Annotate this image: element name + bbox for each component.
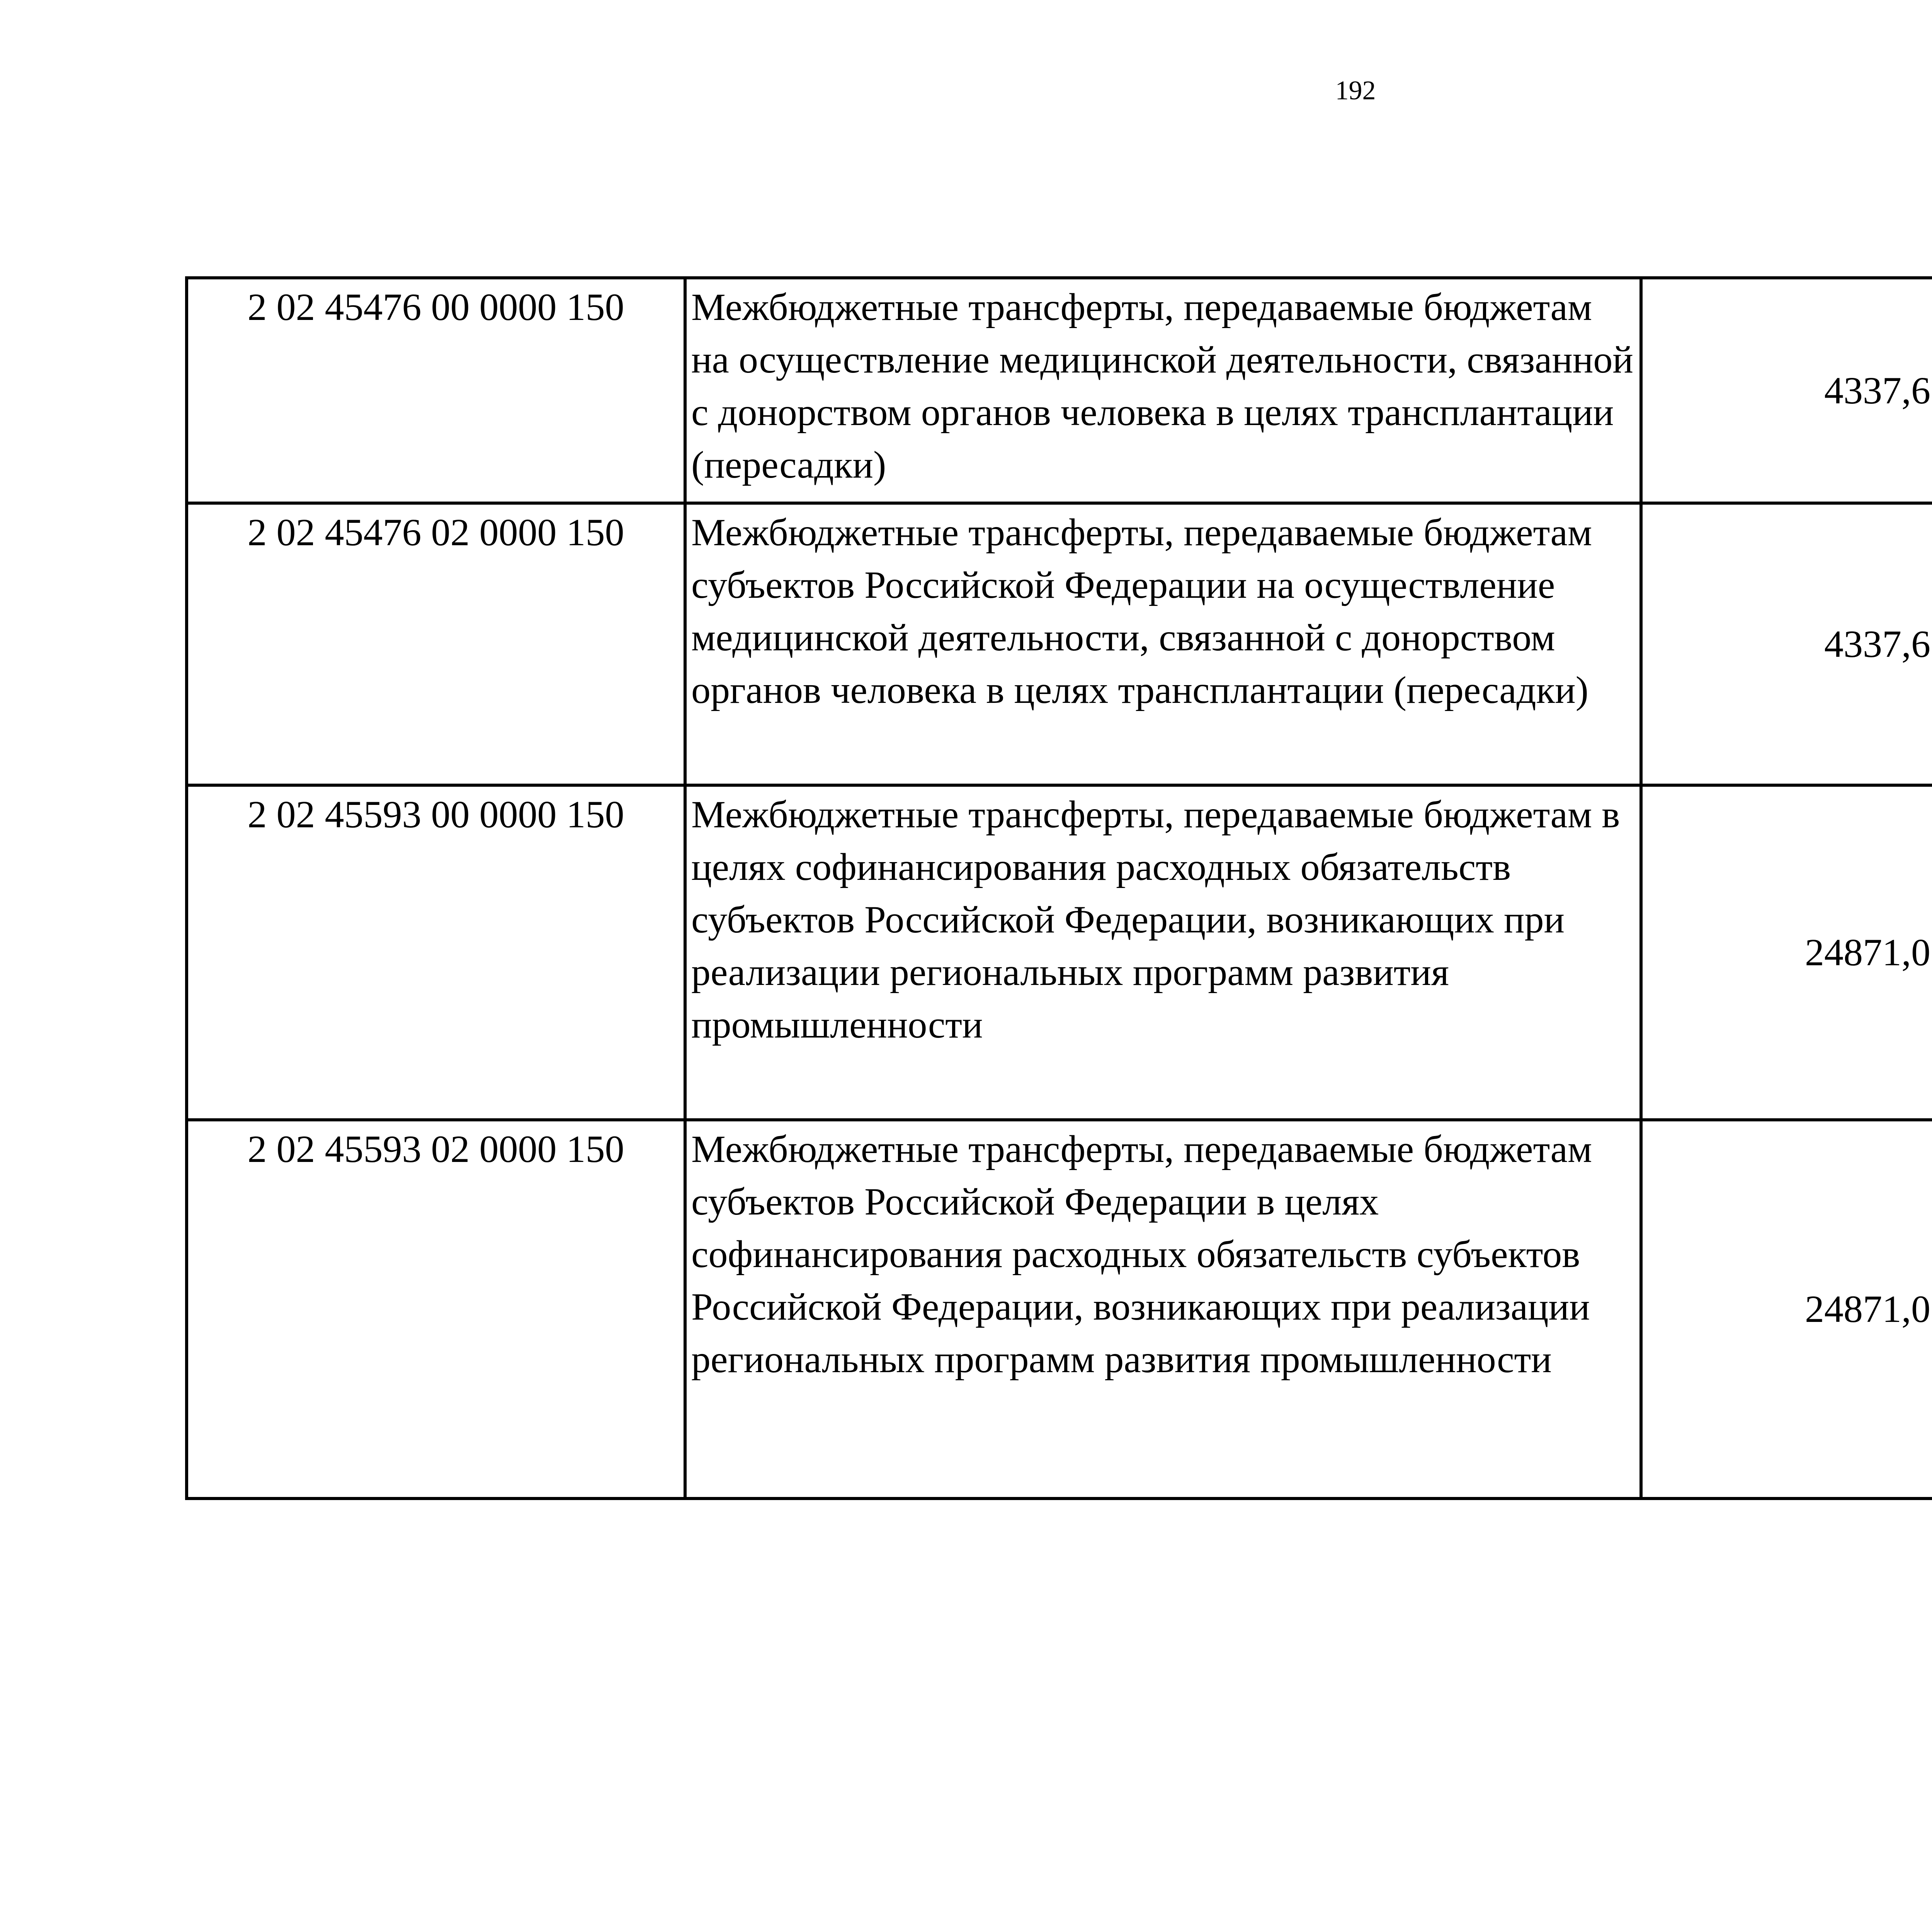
value-cell-1: 4337,6: [1641, 278, 1932, 503]
page-number: 192: [1335, 76, 1376, 105]
budget-code-cell: 2 02 45593 00 0000 150: [187, 785, 685, 1120]
table-row: [187, 278, 1932, 503]
description-cell: Межбюджетные трансферты, передаваемые бюджетам на осуществление медицинской деятельности, связанной с донорством органов человека в целях трансплантации (пересадки): [685, 278, 1641, 503]
description-cell: Межбюджетные трансферты, передаваемые бюджетам субъектов Российской Федерации в целях софинансирования расходных обязательств субъектов Российской Федерации, возникающих при реализации региональных программ развития промышленности: [685, 1120, 1641, 1499]
budget-code-cell: 2 02 45476 00 0000 150: [187, 278, 685, 503]
budget-code-cell: 2 02 45593 02 0000 150: [187, 1120, 685, 1499]
description-cell: Межбюджетные трансферты, передаваемые бюджетам субъектов Российской Федерации на осуществление медицинской деятельности, связанной с донорством органов человека в целях трансплантации (пересадки): [685, 503, 1641, 785]
description-cell: Межбюджетные трансферты, передаваемые бюджетам в целях софинансирования расходных обязательств субъектов Российской Федерации, возникающих при реализации региональных программ развития промышленности: [685, 785, 1641, 1120]
value-cell-1: 24871,0: [1641, 785, 1932, 1120]
budget-code-cell: 2 02 45476 02 0000 150: [187, 503, 685, 785]
budget-table: [185, 276, 1932, 1500]
table-row: [187, 1120, 1932, 1499]
table-row: [187, 785, 1932, 1120]
value-cell-1: 4337,6: [1641, 503, 1932, 785]
table-row: [187, 503, 1932, 785]
value-cell-1: 24871,0: [1641, 1120, 1932, 1499]
